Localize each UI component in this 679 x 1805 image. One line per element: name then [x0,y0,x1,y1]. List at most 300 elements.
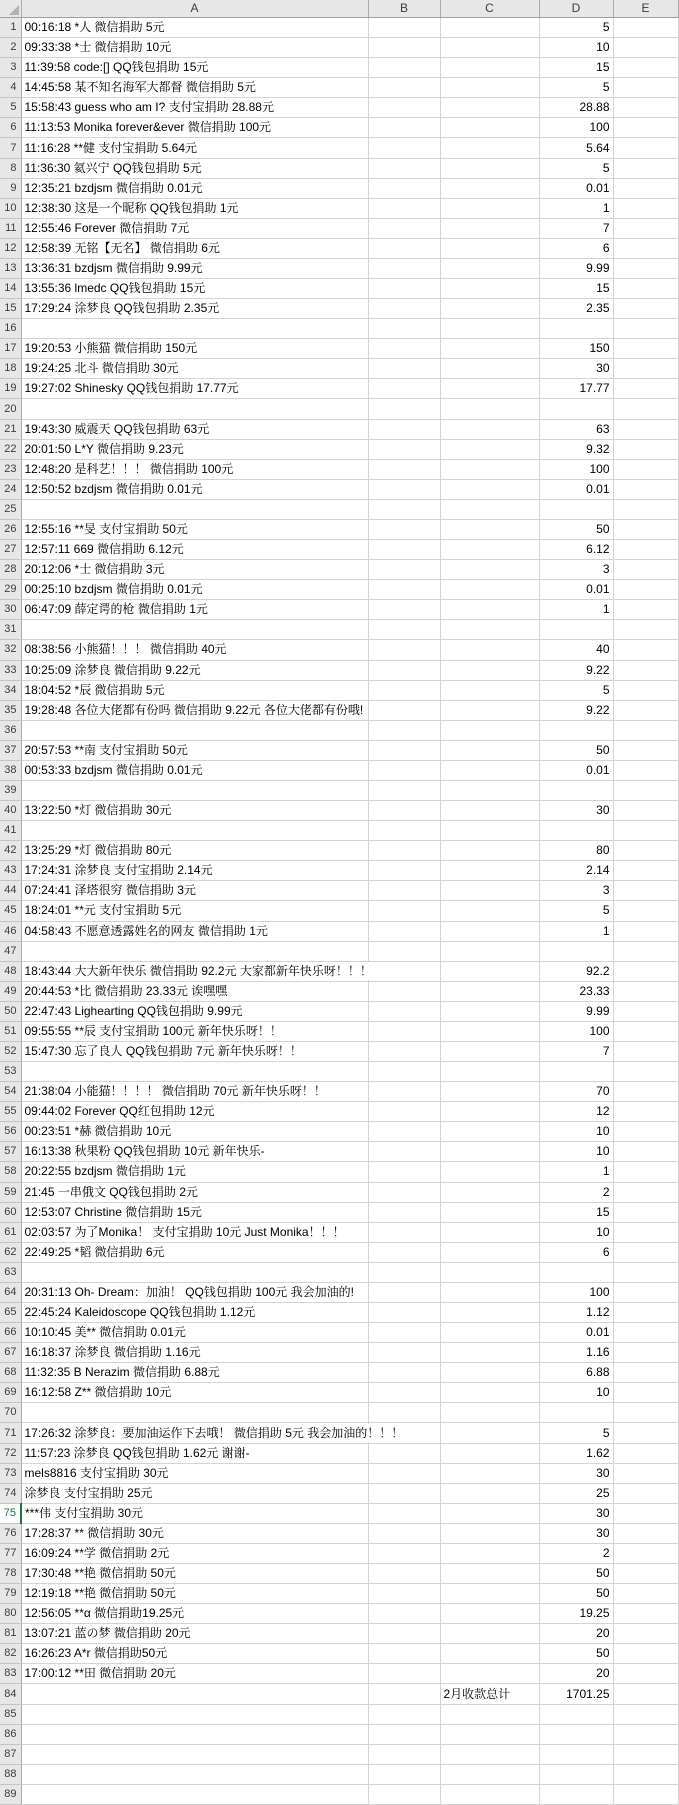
cell-E52[interactable] [613,1041,678,1061]
cell-E75[interactable] [613,1503,678,1523]
cell-D56[interactable]: 10 [539,1122,613,1142]
cell-D44[interactable]: 3 [539,881,613,901]
row-header-22[interactable]: 22 [0,439,21,459]
column-header-e[interactable]: E [613,0,678,18]
cell-A55[interactable] [21,1102,368,1122]
cell-D26[interactable]: 50 [539,519,613,539]
cell-D59[interactable]: 2 [539,1182,613,1202]
cell-E9[interactable] [613,178,678,198]
cell-C82[interactable] [440,1644,539,1664]
cell-D22[interactable]: 9.32 [539,439,613,459]
cell-C70[interactable] [440,1403,539,1423]
cell-A3[interactable] [21,58,368,78]
cell-D36[interactable] [539,720,613,740]
cell-A62[interactable] [21,1242,368,1262]
cell-B55[interactable] [368,1102,440,1122]
cell-D53[interactable] [539,1062,613,1082]
cell-E41[interactable] [613,821,678,841]
cell-D3[interactable]: 15 [539,58,613,78]
column-header-a[interactable]: A [21,0,368,18]
cell-B86[interactable] [368,1724,440,1744]
cell-D87[interactable] [539,1744,613,1764]
row-header-16[interactable]: 16 [0,319,21,339]
cell-C7[interactable] [440,138,539,158]
cell-E47[interactable] [613,941,678,961]
cell-C73[interactable] [440,1463,539,1483]
row-header-69[interactable]: 69 [0,1383,21,1403]
cell-E38[interactable] [613,760,678,780]
cell-E44[interactable] [613,881,678,901]
cell-C24[interactable] [440,479,539,499]
cell-A51[interactable] [21,1021,368,1041]
cell-A9[interactable] [21,178,368,198]
cell-A27[interactable] [21,540,368,560]
cell-C59[interactable] [440,1182,539,1202]
cell-D79[interactable]: 50 [539,1584,613,1604]
cell-E28[interactable] [613,560,678,580]
cell-B33[interactable] [368,660,440,680]
cell-A84[interactable] [21,1684,368,1704]
cell-D12[interactable]: 6 [539,238,613,258]
cell-C37[interactable] [440,740,539,760]
cell-A35[interactable] [21,700,368,720]
cell-A68[interactable] [21,1363,368,1383]
cell-D11[interactable]: 7 [539,218,613,238]
cell-B61[interactable] [368,1222,440,1242]
cell-C40[interactable] [440,801,539,821]
cell-C79[interactable] [440,1584,539,1604]
row-header-70[interactable]: 70 [0,1403,21,1423]
cell-E57[interactable] [613,1142,678,1162]
cell-A32[interactable] [21,640,368,660]
cell-D76[interactable]: 30 [539,1523,613,1543]
cell-B74[interactable] [368,1483,440,1503]
cell-E1[interactable] [613,18,678,38]
cell-B3[interactable] [368,58,440,78]
cell-D32[interactable]: 40 [539,640,613,660]
cell-C88[interactable] [440,1764,539,1784]
cell-E59[interactable] [613,1182,678,1202]
select-all-button[interactable] [0,0,21,18]
cell-C89[interactable] [440,1784,539,1804]
cell-A5[interactable] [21,98,368,118]
cell-A57[interactable] [21,1142,368,1162]
cell-B29[interactable] [368,580,440,600]
cell-A77[interactable] [21,1543,368,1563]
cell-A54[interactable] [21,1082,368,1102]
row-header-44[interactable]: 44 [0,881,21,901]
cell-C26[interactable] [440,519,539,539]
cell-D23[interactable]: 100 [539,459,613,479]
cell-E3[interactable] [613,58,678,78]
cell-B26[interactable] [368,519,440,539]
cell-E50[interactable] [613,1001,678,1021]
cell-E48[interactable] [613,961,678,981]
cell-B31[interactable] [368,620,440,640]
cell-A44[interactable] [21,881,368,901]
cell-B15[interactable] [368,299,440,319]
cell-D82[interactable]: 50 [539,1644,613,1664]
cell-D2[interactable]: 10 [539,38,613,58]
cell-A75[interactable] [21,1503,368,1523]
cell-E89[interactable] [613,1784,678,1804]
cell-A59[interactable] [21,1182,368,1202]
cell-C67[interactable] [440,1343,539,1363]
cell-A58[interactable] [21,1162,368,1182]
cell-A20[interactable] [21,399,368,419]
cell-A65[interactable] [21,1303,368,1323]
cell-A37[interactable] [21,740,368,760]
cell-C68[interactable] [440,1363,539,1383]
row-header-6[interactable]: 6 [0,118,21,138]
cell-D65[interactable]: 1.12 [539,1303,613,1323]
cell-A79[interactable] [21,1584,368,1604]
cell-A26[interactable] [21,519,368,539]
cell-C69[interactable] [440,1383,539,1403]
row-header-15[interactable]: 15 [0,299,21,319]
cell-D75[interactable]: 30 [539,1503,613,1523]
cell-B53[interactable] [368,1062,440,1082]
cell-E20[interactable] [613,399,678,419]
row-header-54[interactable]: 54 [0,1082,21,1102]
cell-C12[interactable] [440,238,539,258]
cell-E5[interactable] [613,98,678,118]
cell-C54[interactable] [440,1082,539,1102]
cell-E32[interactable] [613,640,678,660]
column-header-c[interactable]: C [440,0,539,18]
row-header-61[interactable]: 61 [0,1222,21,1242]
cell-D33[interactable]: 9.22 [539,660,613,680]
cell-E8[interactable] [613,158,678,178]
cell-A33[interactable] [21,660,368,680]
row-header-83[interactable]: 83 [0,1664,21,1684]
cell-E80[interactable] [613,1604,678,1624]
cell-D16[interactable] [539,319,613,339]
cell-E31[interactable] [613,620,678,640]
cell-C51[interactable] [440,1021,539,1041]
cell-B69[interactable] [368,1383,440,1403]
cell-C52[interactable] [440,1041,539,1061]
cell-B22[interactable] [368,439,440,459]
cell-D24[interactable]: 0.01 [539,479,613,499]
row-header-40[interactable]: 40 [0,801,21,821]
cell-A72[interactable] [21,1443,368,1463]
row-header-23[interactable]: 23 [0,459,21,479]
cell-B49[interactable] [368,981,440,1001]
cell-C33[interactable] [440,660,539,680]
cell-A60[interactable] [21,1202,368,1222]
row-header-28[interactable]: 28 [0,560,21,580]
cell-B50[interactable] [368,1001,440,1021]
cell-B70[interactable] [368,1403,440,1423]
cell-D60[interactable]: 15 [539,1202,613,1222]
cell-A66[interactable] [21,1323,368,1343]
cell-A16[interactable] [21,319,368,339]
cell-B23[interactable] [368,459,440,479]
cell-B47[interactable] [368,941,440,961]
row-header-36[interactable]: 36 [0,720,21,740]
cell-D42[interactable]: 80 [539,841,613,861]
cell-C6[interactable] [440,118,539,138]
cell-E71[interactable] [613,1423,678,1443]
cell-B48[interactable] [368,961,440,981]
cell-B34[interactable] [368,680,440,700]
cell-D83[interactable]: 20 [539,1664,613,1684]
cell-A88[interactable] [21,1764,368,1784]
row-header-1[interactable]: 1 [0,18,21,38]
cell-E58[interactable] [613,1162,678,1182]
cell-B13[interactable] [368,258,440,278]
row-header-9[interactable]: 9 [0,178,21,198]
cell-D81[interactable]: 20 [539,1624,613,1644]
cell-D45[interactable]: 5 [539,901,613,921]
cell-D52[interactable]: 7 [539,1041,613,1061]
row-header-26[interactable]: 26 [0,519,21,539]
cell-B82[interactable] [368,1644,440,1664]
cell-D15[interactable]: 2.35 [539,299,613,319]
cell-A18[interactable] [21,359,368,379]
cell-D43[interactable]: 2.14 [539,861,613,881]
cell-E88[interactable] [613,1764,678,1784]
row-header-25[interactable]: 25 [0,499,21,519]
cell-B54[interactable] [368,1082,440,1102]
cell-C10[interactable] [440,198,539,218]
cell-A30[interactable] [21,600,368,620]
cell-D49[interactable]: 23.33 [539,981,613,1001]
cell-C42[interactable] [440,841,539,861]
cell-E21[interactable] [613,419,678,439]
cell-B2[interactable] [368,38,440,58]
cell-D55[interactable]: 12 [539,1102,613,1122]
row-header-32[interactable]: 32 [0,640,21,660]
cell-B37[interactable] [368,740,440,760]
cell-E86[interactable] [613,1724,678,1744]
cell-E33[interactable] [613,660,678,680]
cell-C31[interactable] [440,620,539,640]
cell-C87[interactable] [440,1744,539,1764]
cell-D61[interactable]: 10 [539,1222,613,1242]
cell-E77[interactable] [613,1543,678,1563]
cell-C56[interactable] [440,1122,539,1142]
cell-D39[interactable] [539,780,613,800]
cell-B87[interactable] [368,1744,440,1764]
cell-C64[interactable] [440,1282,539,1302]
cell-C48[interactable] [440,961,539,981]
cell-D41[interactable] [539,821,613,841]
cell-C41[interactable] [440,821,539,841]
cell-C61[interactable] [440,1222,539,1242]
cell-A43[interactable] [21,861,368,881]
cell-E11[interactable] [613,218,678,238]
cell-E82[interactable] [613,1644,678,1664]
cell-E72[interactable] [613,1443,678,1463]
cell-A42[interactable] [21,841,368,861]
cell-D77[interactable]: 2 [539,1543,613,1563]
row-header-43[interactable]: 43 [0,861,21,881]
cell-E6[interactable] [613,118,678,138]
cell-B24[interactable] [368,479,440,499]
cell-E64[interactable] [613,1282,678,1302]
cell-E19[interactable] [613,379,678,399]
cell-A25[interactable] [21,499,368,519]
row-header-89[interactable]: 89 [0,1784,21,1804]
cell-B52[interactable] [368,1041,440,1061]
cell-D80[interactable]: 19.25 [539,1604,613,1624]
cell-A36[interactable] [21,720,368,740]
row-header-38[interactable]: 38 [0,760,21,780]
cell-A49[interactable] [21,981,368,1001]
cell-E49[interactable] [613,981,678,1001]
cell-E13[interactable] [613,258,678,278]
cell-D37[interactable]: 50 [539,740,613,760]
cell-D5[interactable]: 28.88 [539,98,613,118]
cell-C11[interactable] [440,218,539,238]
cell-C72[interactable] [440,1443,539,1463]
cell-C66[interactable] [440,1323,539,1343]
cell-C50[interactable] [440,1001,539,1021]
cell-B7[interactable] [368,138,440,158]
cell-E46[interactable] [613,921,678,941]
row-header-31[interactable]: 31 [0,620,21,640]
cell-E40[interactable] [613,801,678,821]
cell-C84[interactable]: 2月收款总计 [440,1684,539,1704]
cell-A39[interactable] [21,780,368,800]
cell-A50[interactable] [21,1001,368,1021]
row-header-45[interactable]: 45 [0,901,21,921]
cell-A63[interactable] [21,1262,368,1282]
cell-B40[interactable] [368,801,440,821]
cell-B78[interactable] [368,1564,440,1584]
row-header-14[interactable]: 14 [0,279,21,299]
cell-B51[interactable] [368,1021,440,1041]
cell-B73[interactable] [368,1463,440,1483]
cell-D70[interactable] [539,1403,613,1423]
cell-E42[interactable] [613,841,678,861]
cell-B11[interactable] [368,218,440,238]
row-header-55[interactable]: 55 [0,1102,21,1122]
cell-D67[interactable]: 1.16 [539,1343,613,1363]
cell-B84[interactable] [368,1684,440,1704]
cell-E85[interactable] [613,1704,678,1724]
cell-D69[interactable]: 10 [539,1383,613,1403]
row-header-41[interactable]: 41 [0,821,21,841]
cell-B20[interactable] [368,399,440,419]
cell-B76[interactable] [368,1523,440,1543]
row-header-79[interactable]: 79 [0,1584,21,1604]
cell-C86[interactable] [440,1724,539,1744]
row-header-71[interactable]: 71 [0,1423,21,1443]
cell-B42[interactable] [368,841,440,861]
cell-B1[interactable] [368,18,440,38]
row-header-57[interactable]: 57 [0,1142,21,1162]
cell-C23[interactable] [440,459,539,479]
cell-D84[interactable]: 1701.25 [539,1684,613,1704]
cell-C77[interactable] [440,1543,539,1563]
cell-D89[interactable] [539,1784,613,1804]
cell-C20[interactable] [440,399,539,419]
cell-B12[interactable] [368,238,440,258]
cell-C27[interactable] [440,540,539,560]
cell-B17[interactable] [368,339,440,359]
row-header-29[interactable]: 29 [0,580,21,600]
cell-E17[interactable] [613,339,678,359]
cell-D4[interactable]: 5 [539,78,613,98]
cell-A53[interactable] [21,1062,368,1082]
cell-D6[interactable]: 100 [539,118,613,138]
cell-B59[interactable] [368,1182,440,1202]
row-header-27[interactable]: 27 [0,540,21,560]
cell-C57[interactable] [440,1142,539,1162]
cell-D63[interactable] [539,1262,613,1282]
cell-A19[interactable] [21,379,368,399]
cell-E14[interactable] [613,279,678,299]
cell-C15[interactable] [440,299,539,319]
cell-A7[interactable] [21,138,368,158]
cell-A22[interactable] [21,439,368,459]
cell-C13[interactable] [440,258,539,278]
row-header-47[interactable]: 47 [0,941,21,961]
cell-B83[interactable] [368,1664,440,1684]
cell-A34[interactable] [21,680,368,700]
row-header-77[interactable]: 77 [0,1543,21,1563]
cell-A28[interactable] [21,560,368,580]
cell-B75[interactable] [368,1503,440,1523]
row-header-85[interactable]: 85 [0,1704,21,1724]
row-header-7[interactable]: 7 [0,138,21,158]
cell-D8[interactable]: 5 [539,158,613,178]
cell-A83[interactable] [21,1664,368,1684]
cell-B30[interactable] [368,600,440,620]
cell-B28[interactable] [368,560,440,580]
cell-A14[interactable] [21,279,368,299]
cell-B89[interactable] [368,1784,440,1804]
cell-B25[interactable] [368,499,440,519]
cell-B56[interactable] [368,1122,440,1142]
cell-B67[interactable] [368,1343,440,1363]
cell-E34[interactable] [613,680,678,700]
cell-E18[interactable] [613,359,678,379]
row-header-33[interactable]: 33 [0,660,21,680]
cell-A8[interactable] [21,158,368,178]
row-header-17[interactable]: 17 [0,339,21,359]
row-header-3[interactable]: 3 [0,58,21,78]
row-header-75[interactable]: 75 [0,1503,21,1523]
cell-E74[interactable] [613,1483,678,1503]
cell-E83[interactable] [613,1664,678,1684]
row-header-20[interactable]: 20 [0,399,21,419]
cell-A74[interactable] [21,1483,368,1503]
cell-A21[interactable] [21,419,368,439]
cell-E65[interactable] [613,1303,678,1323]
row-header-34[interactable]: 34 [0,680,21,700]
cell-E23[interactable] [613,459,678,479]
cell-C39[interactable] [440,780,539,800]
cell-B66[interactable] [368,1323,440,1343]
cell-A73[interactable] [21,1463,368,1483]
cell-E62[interactable] [613,1242,678,1262]
cell-D64[interactable]: 100 [539,1282,613,1302]
cell-C71[interactable] [440,1423,539,1443]
cell-A61[interactable] [21,1222,368,1242]
cell-A64[interactable] [21,1282,368,1302]
cell-E16[interactable] [613,319,678,339]
cell-B18[interactable] [368,359,440,379]
cell-C53[interactable] [440,1062,539,1082]
cell-D71[interactable]: 5 [539,1423,613,1443]
cell-B58[interactable] [368,1162,440,1182]
cell-C16[interactable] [440,319,539,339]
cell-E69[interactable] [613,1383,678,1403]
